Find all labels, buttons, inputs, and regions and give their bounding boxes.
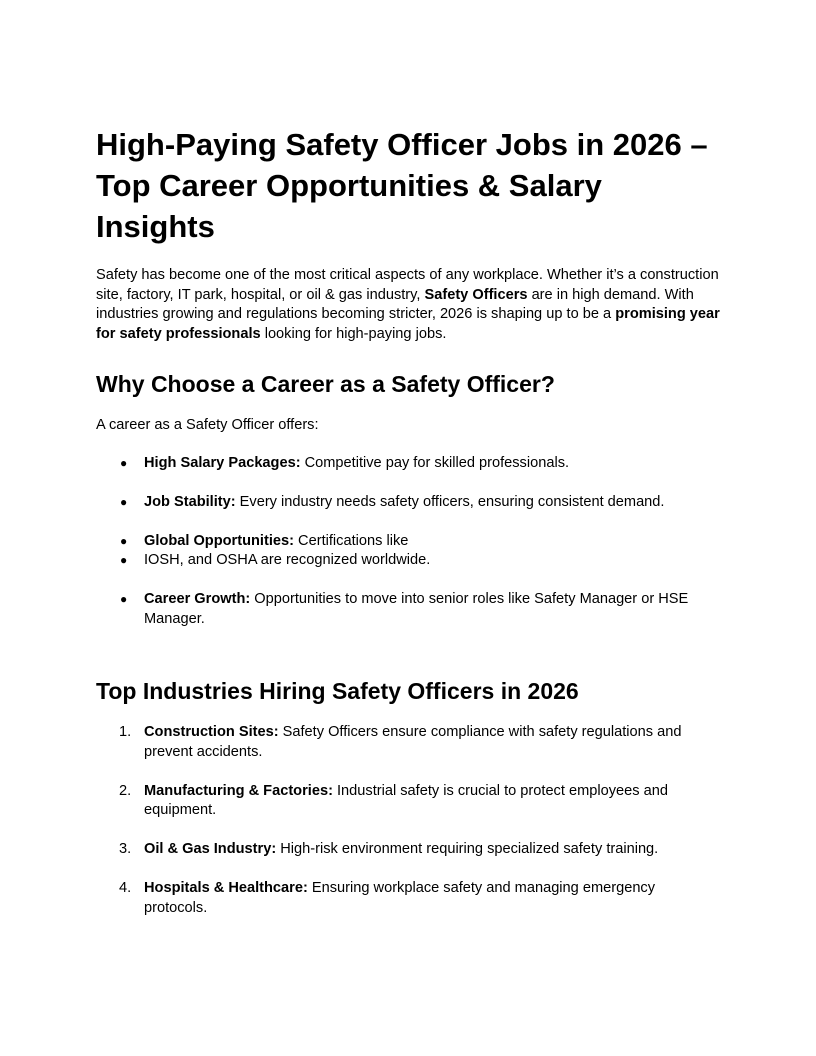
career-lead-text: A career as a Safety Officer offers:: [96, 417, 319, 433]
top-industries-heading: Top Industries Hiring Safety Officers in 2026: [96, 678, 579, 704]
benefit-term: Career Growth:: [144, 591, 251, 607]
intro-text-1: Safety has become one of the most critical aspects of any workplace. Whether it’s a construction site, factory, IT park, hospital, or oil & gas industry,: [96, 267, 719, 303]
benefit-text: Opportunities to move into senior roles like Safety Manager or HSE Manager.: [144, 591, 689, 627]
why-career-heading: Why Choose a Career as a Safety Officer?: [96, 371, 555, 397]
benefit-term: High Salary Packages:: [144, 454, 301, 471]
benefit-text: Every industry needs safety officers, ensuring consistent demand.: [235, 493, 665, 510]
benefit-text: Competitive pay for skilled professionals.: [300, 454, 570, 471]
benefit-term: Job Stability:: [144, 493, 236, 510]
article-body: [96, 124, 720, 918]
article-title: High-Paying Safety Officer Jobs in 2026 – Top Career Opportunities & Salary Insights: [96, 127, 708, 244]
industry-item-hospitals: [96, 879, 720, 918]
benefit-text: Certifications like: [294, 532, 409, 549]
benefit-term: Global Opportunities:: [144, 532, 294, 549]
benefit-item-stability: [96, 493, 720, 513]
industry-text: Safety Officers ensure compliance with safety regulations and prevent accidents.: [144, 724, 682, 760]
list-number: 2.: [119, 782, 132, 799]
benefit-item-growth: [96, 590, 720, 629]
industry-term: Construction Sites:: [144, 724, 279, 740]
industry-item-manufacturing: [96, 782, 720, 821]
intro-paragraph: [96, 266, 720, 344]
bullet-icon: ●: [120, 533, 128, 548]
list-number: 1.: [119, 724, 132, 740]
industry-text: High-risk environment requiring specialized safety training.: [276, 841, 659, 857]
industry-item-construction: [96, 723, 720, 762]
intro-text-2: are in high demand. With industries growing and regulations becoming stricter, 2026 is shaping up to be a: [96, 286, 694, 322]
benefit-text: IOSH, and OSHA are recognized worldwide.: [144, 552, 431, 568]
benefit-item-salary: [96, 454, 720, 474]
industries-list: [96, 723, 720, 918]
bullet-icon: ●: [120, 455, 128, 470]
industry-term: Hospitals & Healthcare:: [144, 880, 308, 896]
list-number: 3.: [119, 841, 132, 857]
industry-term: Manufacturing & Factories:: [144, 782, 333, 799]
bullet-icon: ●: [120, 494, 128, 509]
intro-bold-promising-year: promising year for safety professionals: [96, 306, 720, 342]
benefit-item-certifications: [96, 551, 720, 571]
industry-term: Oil & Gas Industry:: [144, 841, 277, 857]
industry-text: Industrial safety is crucial to protect employees and equipment.: [144, 782, 668, 818]
industry-text: Ensuring workplace safety and managing emergency protocols.: [144, 880, 656, 916]
list-number: 4.: [119, 880, 132, 896]
intro-bold-safety-officers: Safety Officers: [424, 286, 528, 303]
intro-text-3: looking for high-paying jobs.: [260, 325, 447, 342]
bullet-icon: ●: [120, 553, 128, 567]
industry-item-oil-gas: [96, 840, 720, 860]
benefit-item-global: [96, 532, 720, 552]
career-benefits-list: [96, 454, 720, 630]
bullet-icon: ●: [120, 592, 128, 606]
